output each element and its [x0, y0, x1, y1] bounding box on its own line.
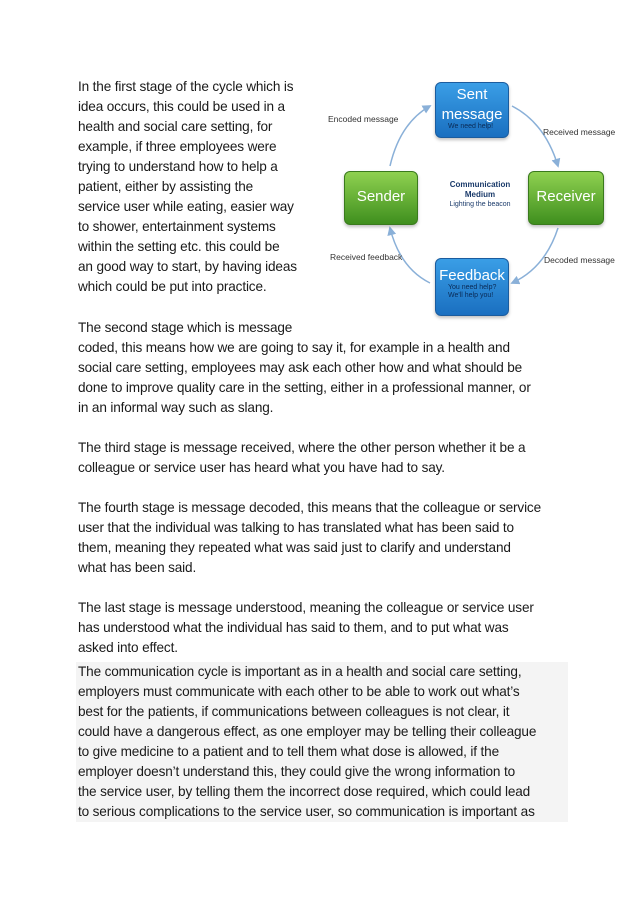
node-sender	[344, 171, 418, 225]
paragraph-second-stage	[78, 318, 566, 418]
label-encoded-message: Encoded message	[328, 114, 399, 124]
text-line: to give medicine to a patient and to tell them what dose is allowed, if the	[78, 744, 499, 759]
text-line: health and social care setting, for	[78, 119, 273, 134]
node-receiver-title: Receiver	[536, 188, 596, 205]
text-line: them, meaning they repeated what was said just to clarify and understand	[78, 540, 511, 555]
communication-cycle-diagram	[320, 78, 630, 318]
text-line: The communication cycle is important as in a health and social care setting,	[78, 664, 522, 679]
node-sent-message	[435, 82, 509, 138]
node-sent-title-2: message	[441, 106, 503, 123]
node-feedback	[435, 258, 509, 316]
text-line: what has been said.	[78, 560, 197, 575]
text-line: trying to understand how to help a	[78, 159, 278, 174]
center-medium-title	[435, 180, 525, 200]
text-line: The last stage is message understood, meaning the colleague or service user	[78, 600, 534, 615]
text-line: colleague or service user has heard what you have had to say.	[78, 460, 445, 475]
text-line: patient, either by assisting the	[78, 179, 254, 194]
label-received-feedback: Received feedback	[330, 252, 403, 262]
text-line: to serious complications to the service user, so communication is important as	[78, 804, 535, 819]
label-decoded-message: Decoded message	[544, 255, 615, 265]
text-line: which could be put into practice.	[78, 279, 267, 294]
text-line: service user while eating, easier way	[78, 199, 294, 214]
node-feedback-sub-2: We'll help you!	[448, 292, 494, 299]
text-line: an good way to start, by having ideas	[78, 259, 297, 274]
node-sent-sub: We need help!	[448, 123, 494, 130]
text-line: has understood what the individual has said to them, and to put what was	[78, 620, 509, 635]
text-line: the service user, by telling them the incorrect dose required, which could lead	[78, 784, 531, 799]
text-line: The third stage is message received, where the other person whether it be a	[78, 440, 526, 455]
text-line: done to improve quality care in the setting, either in a professional manner, or	[78, 380, 531, 395]
paragraph-fourth-stage	[78, 498, 566, 578]
node-receiver	[528, 171, 604, 225]
node-feedback-title: Feedback	[439, 267, 505, 284]
text-line: in an informal way such as slang.	[78, 400, 274, 415]
text-line: The fourth stage is message decoded, this means that the colleague or service	[78, 500, 541, 515]
text-line: asked into effect.	[78, 640, 178, 655]
body-text	[78, 318, 566, 678]
text-line: In the first stage of the cycle which is	[78, 79, 294, 94]
text-line: employer doesn’t understand this, they could give the wrong information to	[78, 764, 515, 779]
center-title-1: Communication	[449, 180, 511, 189]
text-line: The second stage which is message	[78, 320, 293, 335]
text-line: social care setting, employees may ask each other how and what should be	[78, 360, 523, 375]
text-line: user that the individual was talking to has translated what has been said to	[78, 520, 514, 535]
text-line: coded, this means how we are going to say it, for example in a health and	[78, 340, 510, 355]
text-line: employers must communicate with each other to be able to work out what’s	[78, 684, 520, 699]
center-title-2: Medium	[464, 190, 496, 199]
text-line: within the setting etc. this could be	[78, 239, 280, 254]
center-medium-sub: Lighting the beacon	[449, 201, 511, 208]
paragraph-last-stage	[78, 598, 566, 658]
paragraph-importance	[76, 662, 568, 822]
text-line: idea occurs, this could be used in a	[78, 99, 285, 114]
paragraph-third-stage	[78, 438, 566, 478]
text-line: example, if three employees were	[78, 139, 277, 154]
paragraph-first-stage	[78, 77, 308, 297]
text-line: could have a dangerous effect, as one employer may be telling their colleague	[78, 724, 537, 739]
node-sender-title: Sender	[356, 188, 406, 205]
text-line: best for the patients, if communications between colleagues is not clear, it	[78, 704, 510, 719]
node-sent-title-1: Sent	[456, 86, 488, 103]
text-line: to shower, entertainment systems	[78, 219, 276, 234]
label-received-message: Received message	[543, 127, 616, 137]
node-feedback-sub-1: You need help?	[448, 284, 497, 291]
